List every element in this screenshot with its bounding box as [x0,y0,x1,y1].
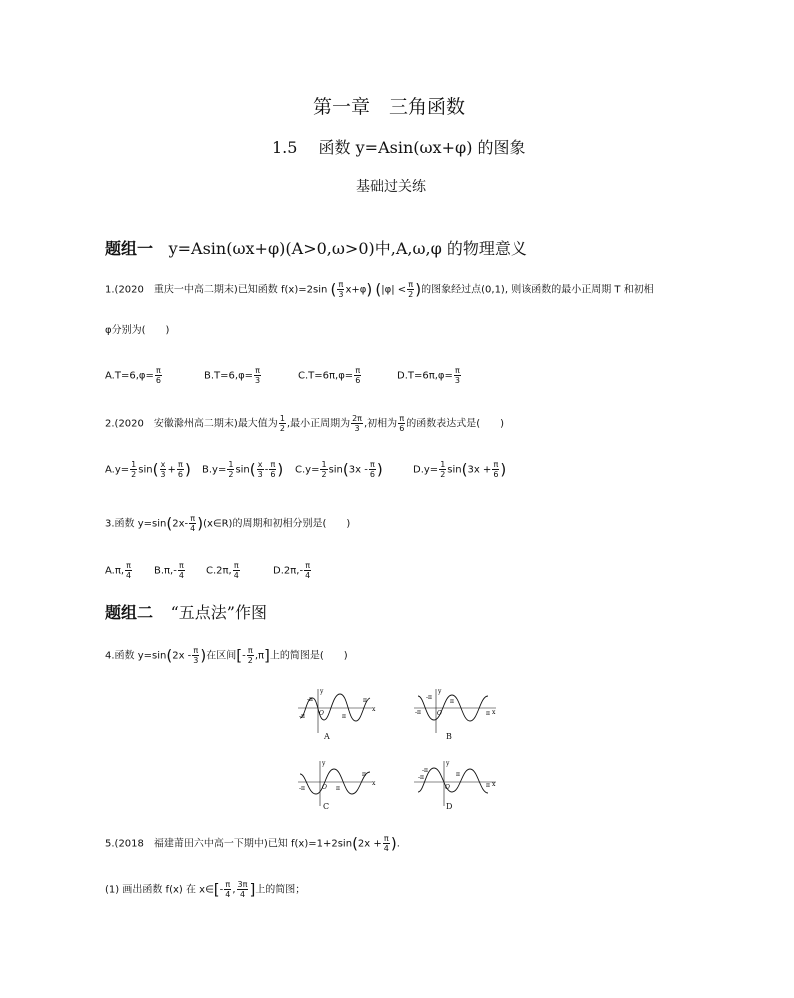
svg-text:π: π [363,697,367,704]
group-heading-2 [105,600,267,623]
math-func: y=sin [137,650,167,662]
graph-label-b: B [446,732,452,741]
question-text: 的图象经过点(0,1), 则该函数的最小正周期 [421,284,612,296]
svg-text:π: π [456,771,460,778]
group-label: 题组一 [105,239,154,258]
question-1: 1.(2020 重庆一中高二期末)已知函数 f(x)=2sin ( $\frac{\pi}{3}$ x+φ) (|φ| < $\frac{\pi}{2}$ )的图象经过点(0,1), 则该函数的最小正周期 T 和初相 [105,280,654,299]
section-number: 1.5 [272,138,298,157]
var-x: x [345,284,352,296]
question-text: 已知函数 [237,284,278,296]
question-4: 4.函数 y=sin(2x - $\frac{\pi}{3}$ )在区间[- $\frac{\pi}{2}$ ,π]上的简图是( ) [105,646,348,665]
svg-text:y: y [446,760,450,767]
math-func: f(x)=1+2sin [291,838,353,850]
group-label: 题组二 [105,603,154,622]
svg-text:π: π [450,698,454,705]
question-number: 1. [105,284,115,296]
paren-open: ( [330,280,337,299]
svg-text:O: O [319,710,324,717]
math-func: f(x)=2sin [281,284,328,296]
option-d[interactable]: D.T=6π,φ= $\frac{\pi}{3}$ [397,366,460,385]
group-title: y=Asin(ωx+φ)(A>0,ω>0)中,A,ω,φ 的物理意义 [168,239,527,258]
svg-text:-π: -π [299,785,305,792]
chapter-title: 第一章 三角函数 [313,96,466,118]
fraction: $\frac{\pi}{3}$ [338,280,344,299]
svg-text:π: π [486,710,490,717]
question-source: (2020 重庆一中高二期末) [114,284,238,296]
math-func: y=sin [137,518,167,530]
option-d[interactable]: D.2π,- $\frac{\pi}{4}$ [273,561,311,580]
question-text: 和初相 [623,284,654,296]
question-5-part-1: (1) 画出函数 f(x) 在 x∈[- $\frac{\pi}{4}$ , $\frac{3\pi}{4}$ ]上的简图； [105,880,306,899]
svg-text:-π: -π [299,713,305,720]
svg-text:y: y [322,760,326,767]
graph-d[interactable] [412,760,498,812]
option-c[interactable]: C.2π, $\frac{\pi}{4}$ [206,561,239,580]
option-b[interactable]: B.y= $\frac{1}{2}$ sin( $\frac{x}{3}$ - $\frac{\pi}{6}$ ) [202,460,284,479]
option-a[interactable]: A.π, $\frac{\pi}{4}$ [105,561,132,580]
svg-text:O: O [437,710,442,717]
question-1-line2: φ分别为( ) [105,325,170,336]
question-3: 3.函数 y=sin(2x- $\frac{\pi}{4}$ )(x∈R)的周期和初相分别是( ) [105,514,351,533]
svg-text:x: x [372,706,376,713]
section-title [272,135,526,158]
svg-text:π: π [486,782,490,789]
svg-text:-π: -π [415,709,421,716]
svg-text:π: π [336,785,340,792]
svg-text:-π: -π [418,774,424,781]
svg-text:O: O [322,784,327,791]
section-title-text: 函数 y=Asin(ωx+φ) 的图象 [318,138,526,157]
svg-text:-π: -π [422,767,428,774]
svg-text:x: x [492,709,496,716]
var-T: T [614,284,621,296]
svg-text:y: y [438,688,442,695]
svg-text:π: π [342,713,346,720]
graph-a[interactable] [296,688,376,740]
option-d[interactable]: D.y= $\frac{1}{2}$ sin(3x + $\frac{\pi}{6}$ ) [413,460,507,479]
svg-text:y: y [320,688,324,695]
option-c[interactable]: C.y= $\frac{1}{2}$ sin(3x - $\frac{\pi}{6}$ ) [295,460,383,479]
question-5: 5.(2018 福建莆田六中高一下期中)已知 f(x)=1+2sin(2x + $\frac{\pi}{4}$ ). [105,834,400,853]
graph-b[interactable] [412,688,498,740]
graph-label-a: A [324,732,330,741]
svg-text:-π: -π [307,696,313,703]
svg-text:-π: -π [426,694,432,701]
fraction: $\frac{\pi}{2}$ [408,280,414,299]
option-b[interactable]: B.π,- $\frac{\pi}{4}$ [154,561,184,580]
graph-c[interactable] [296,760,376,812]
graph-label-d: D [446,802,453,811]
question-source: (2020 安徽滁州高二期末) [114,418,238,430]
subheading: 基础过关练 [356,179,426,195]
condition: |φ| < [381,284,407,296]
paren-close: ) [366,280,373,299]
question-source: (2018 福建莆田六中高一下期中) [114,838,268,850]
group-heading-1 [105,236,527,259]
question-2: 2.(2020 安徽滁州高二期末)最大值为 $\frac{1}{2}$ ,最小正周期为 $\frac{2\pi}{3}$ ,初相为 $\frac{\pi}{6}$ 的函数表达式是( ) [105,414,505,433]
option-a[interactable]: A.T=6,φ= $\frac{\pi}{6}$ [105,366,161,385]
option-b[interactable]: B.T=6,φ= $\frac{\pi}{3}$ [204,366,261,385]
option-a[interactable]: A.y= $\frac{1}{2}$ sin( $\frac{x}{3}$ + $\frac{\pi}{6}$ ) [105,460,191,479]
svg-text:π: π [362,771,366,778]
group-title: “五点法”作图 [170,603,267,622]
option-c[interactable]: C.T=6π,φ= $\frac{\pi}{6}$ [298,366,361,385]
svg-text:x: x [372,780,376,787]
svg-text:O: O [445,784,450,791]
graph-label-c: C [323,802,330,811]
svg-text:x: x [492,781,496,788]
